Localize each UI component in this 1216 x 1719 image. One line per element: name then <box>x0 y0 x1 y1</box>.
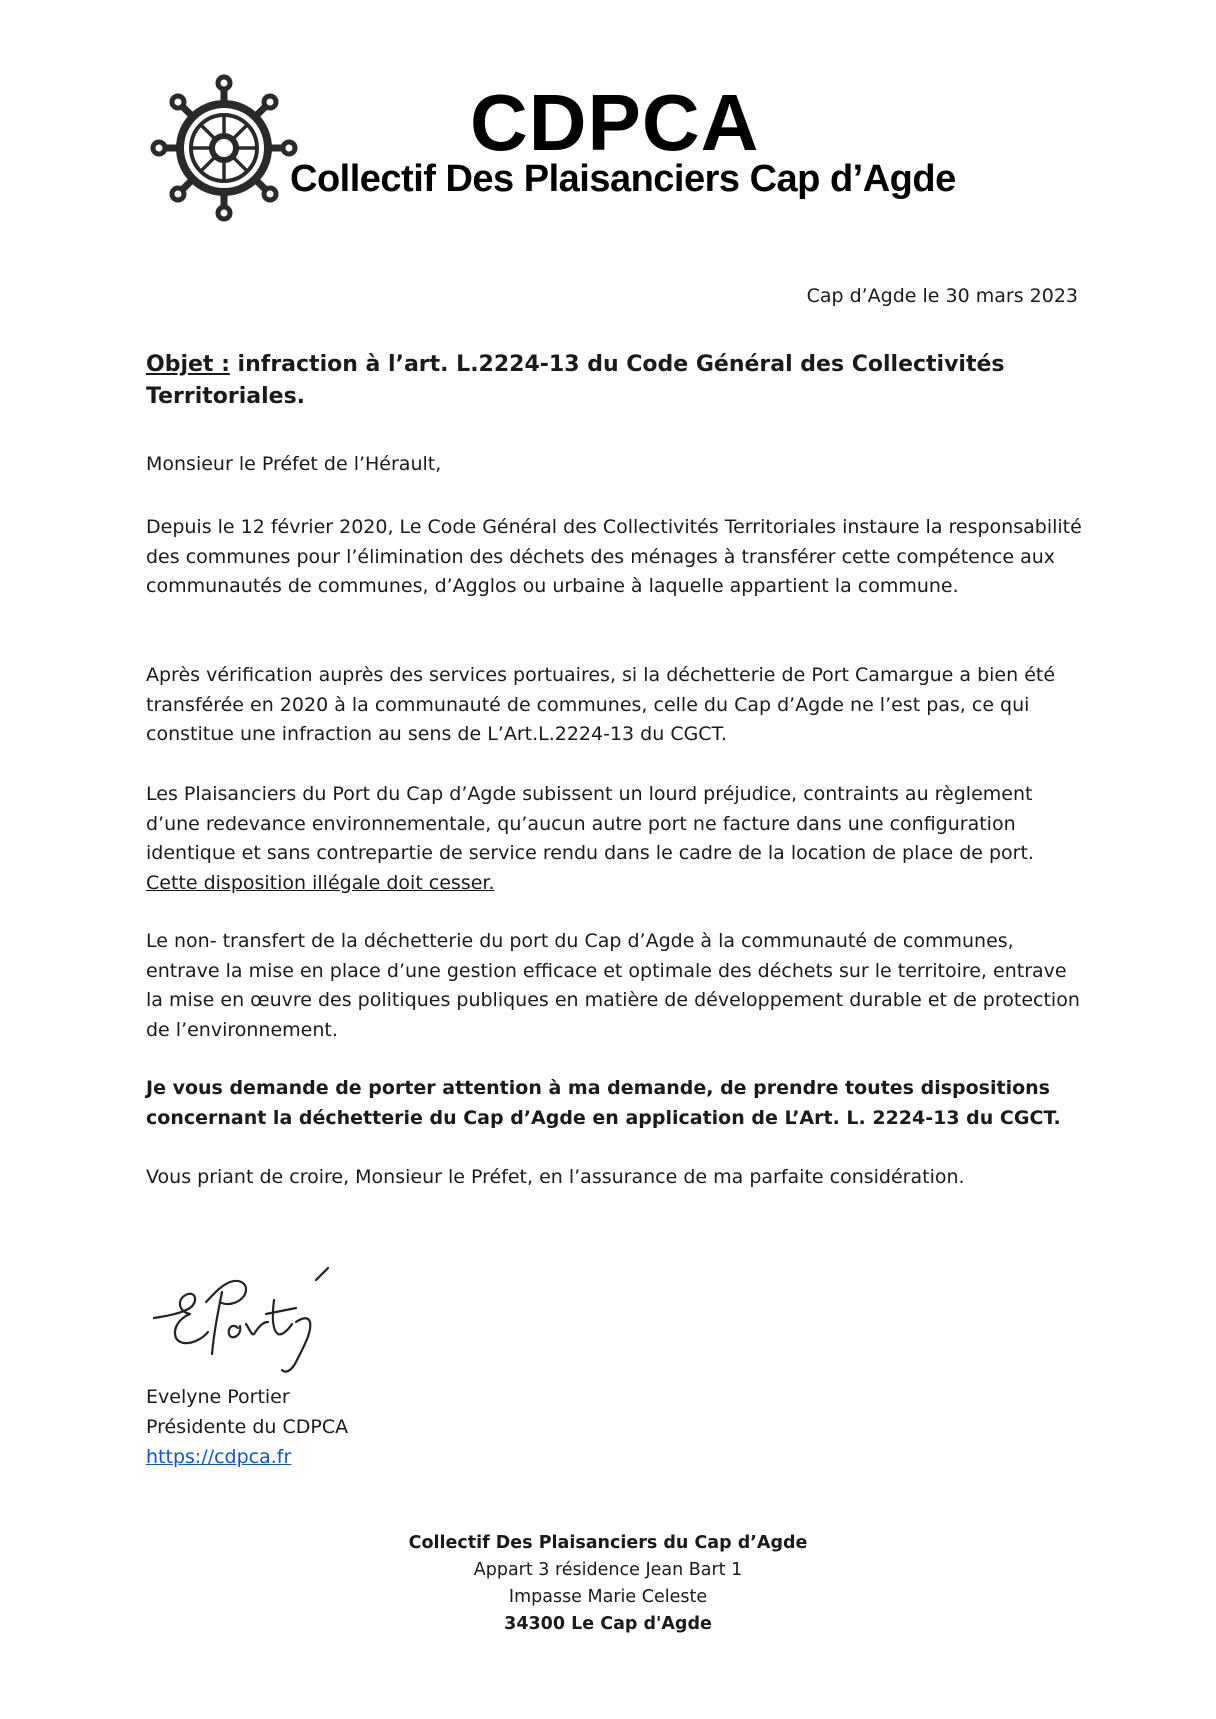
footer-address-2: Impasse Marie Celeste <box>508 1587 708 1607</box>
paragraph-3-body: Les Plaisanciers du Port du Cap d’Agde subissent un lourd préjudice, contraints au règlement d’une redevance environnementale, qu’aucun autre port ne facture dans une configuration identique et sans contrepartie de service rendu dans le cadre de la location de place de port. <box>146 783 1034 864</box>
footer-address <box>0 1530 1216 1638</box>
footer-city: 34300 Le Cap d'Agde <box>504 1614 712 1634</box>
closing-line: Vous priant de croire, Monsieur le Préfet, en l’assurance de ma parfaite considération. <box>146 1166 965 1188</box>
request-paragraph: Je vous demande de porter attention à ma demande, de prendre toutes dispositions concernant la déchetterie du Cap d’Agde en application de L’Art. L. 2224-13 du CGCT. <box>146 1077 1061 1129</box>
signer-role: Présidente du CDPCA <box>146 1416 349 1438</box>
paragraph-2: Après vérification auprès des services portuaires, si la déchetterie de Port Camargue a bien été transférée en 2020 à la communauté de communes, celle du Cap d’Agde ne l’est pas, ce qui constitue une infraction au sens de L’Art.L.2224-13 du CGCT. <box>146 664 1056 745</box>
subject-text: infraction à l’art. L.2224-13 du Code Général des Collectivités Territoriales. <box>146 352 1005 409</box>
subject-line <box>146 349 1076 413</box>
footer-org: Collectif Des Plaisanciers du Cap d’Agde <box>408 1533 808 1553</box>
subject-label: Objet : <box>146 352 230 377</box>
signer-block <box>146 1382 348 1472</box>
paragraph-4: Le non- transfert de la déchetterie du port du Cap d’Agde à la communauté de communes, entrave la mise en place d’une gestion efficace et optimale des déchets sur le territoire, entrave la mise en œuvre des politiques publiques en matière de développement durable et de protection de l’environnement. <box>146 930 1080 1041</box>
paragraph-3 <box>146 780 1082 898</box>
website-link[interactable]: https://cdpca.fr <box>146 1446 292 1468</box>
handwritten-signature <box>146 1262 336 1382</box>
salutation: Monsieur le Préfet de l’Hérault, <box>146 453 442 475</box>
ship-wheel-icon <box>150 74 298 222</box>
paragraph-1: Depuis le 12 février 2020, Le Code Général des Collectivités Territoriales instaure la responsabilité des communes pour l’élimination des déchets des ménages à transférer cette compétence aux communautés de communes, d’Agglos ou urbaine à laquelle appartient la commune. <box>146 516 1082 597</box>
footer-address-1: Appart 3 résidence Jean Bart 1 <box>473 1560 743 1580</box>
org-name: Collectif Des Plaisanciers Cap d’Agde <box>290 158 956 200</box>
org-acronym: CDPCA <box>470 78 760 167</box>
letter-date: Cap d’Agde le 30 mars 2023 <box>806 285 1078 307</box>
signer-name: Evelyne Portier <box>146 1386 290 1408</box>
paragraph-3-emphasis: Cette disposition illégale doit cesser. <box>146 871 495 894</box>
